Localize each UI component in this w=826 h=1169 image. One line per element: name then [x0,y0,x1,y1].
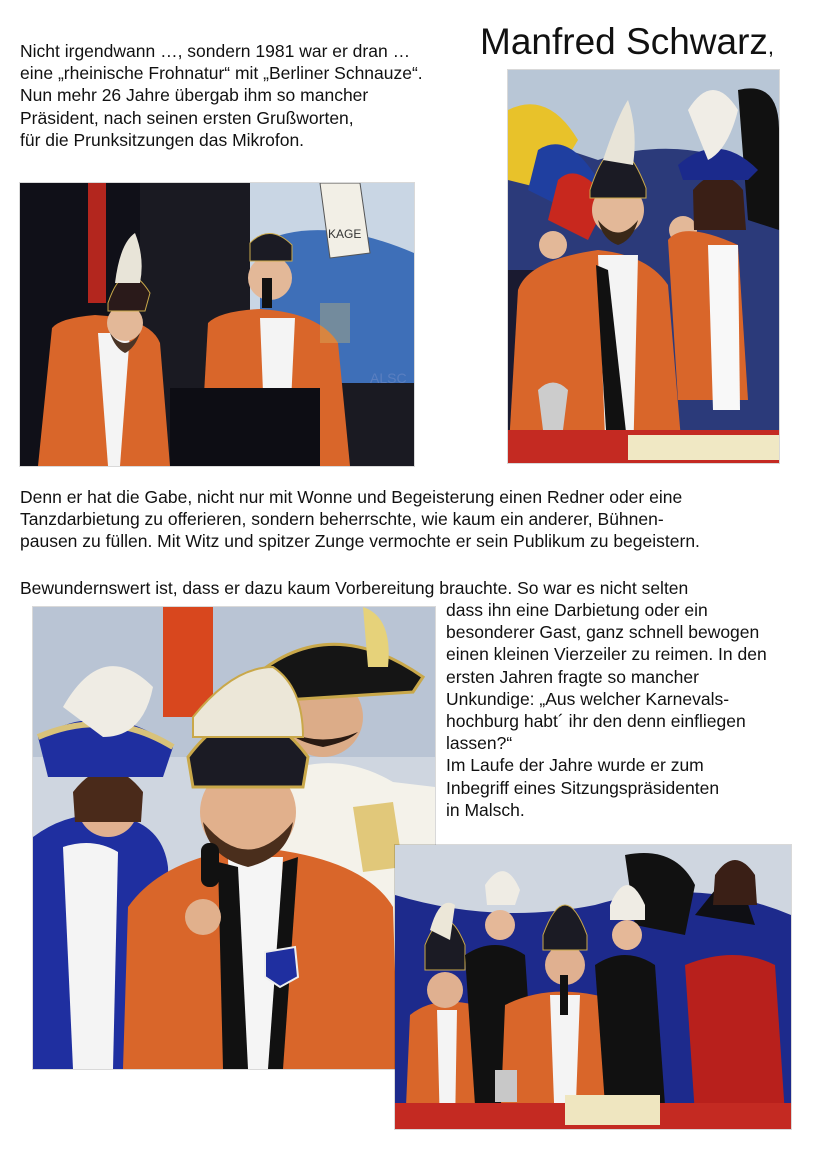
intro-line: Präsident, nach seinen ersten Grußworten, [20,107,354,128]
paragraph-line: dass ihn eine Darbietung oder ein [446,600,708,620]
paragraph-line: Inbegriff eines Sitzungspräsidenten [446,777,720,798]
paragraph-three-first-line [20,577,688,599]
paragraph-line: Tanzdarbietung zu offerieren, sondern beherrschte, wie kaum ein anderer, Bühnen- [20,509,664,530]
paragraph-line: Unkundige: „Aus welcher Karnevals- [446,688,730,709]
paragraph-line: pausen zu füllen. Mit Witz und spitzer Zunge vermochte er sein Publikum zu begeistern. [20,531,700,552]
title-text: Manfred Schwarz [480,21,768,62]
photo-president-closeup-with-guard [33,607,435,1069]
page-title [480,20,774,69]
paragraph-line: Im Laufe der Jahre wurde er zum [446,755,704,776]
banner-text: ALSC [370,370,407,386]
title-comma: , [767,34,775,59]
paragraph-line: lassen?“ [446,733,513,754]
intro-line: eine „rheinische Frohnatur“ mit „Berliner Schnauze“. [20,63,423,84]
paragraph-line: besonderer Gast, ganz schnell bewogen [446,622,760,643]
paragraph-line: Bewundernswert ist, dass er dazu kaum Vorbereitung brauchte. So war es nicht selten [20,578,689,598]
intro-line: Nun mehr 26 Jahre übergab ihm so mancher [20,85,369,106]
paragraph-line: hochburg habt´ ihr den denn einfliegen [446,711,746,732]
paragraph-line: ersten Jahren fragte so mancher [446,666,699,687]
paragraph-line: Denn er hat die Gabe, nicht nur mit Wonne und Begeisterung einen Redner oder eine [20,487,683,507]
photo-stage-group [395,845,791,1129]
photo-two-presidents-microphone [20,183,414,466]
paragraph-three-continuation [446,599,767,821]
intro-paragraph [20,40,423,151]
photo-president-applauding [508,70,779,463]
kage-sign-text: KAGE [328,227,362,241]
intro-line: für die Prunksitzungen das Mikrofon. [20,129,305,150]
paragraph-line: einen kleinen Vierzeiler zu reimen. In den [446,644,767,665]
intro-line: Nicht irgendwann …, sondern 1981 war er dran … [20,41,411,61]
paragraph-two [20,486,700,553]
paragraph-line: in Malsch. [446,799,525,820]
